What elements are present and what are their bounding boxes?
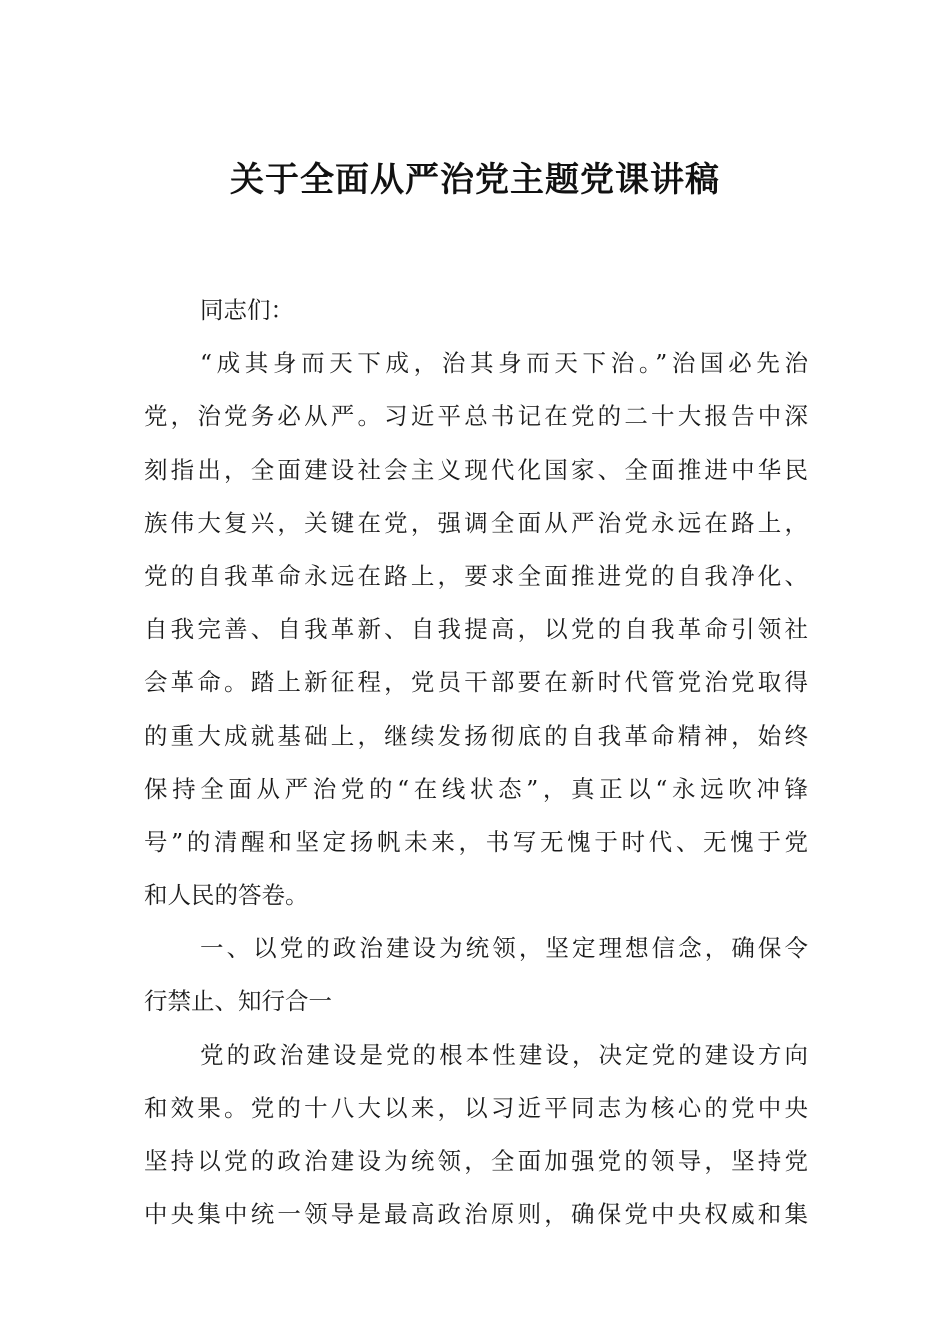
text-line: 号”的清醒和坚定扬帆未来，书写无愧于时代、无愧于党 xyxy=(144,827,808,856)
text-line: 和人民的答卷。 xyxy=(144,881,309,910)
text-line: 中央集中统一领导是最高政治原则，确保党中央权威和集 xyxy=(144,1200,808,1229)
text-line: 刻指出，全面建设社会主义现代化国家、全面推进中华民 xyxy=(144,455,808,484)
text-line: 党的自我革命永远在路上，要求全面推进党的自我净化、 xyxy=(144,561,808,590)
salutation: 同志们： xyxy=(200,296,294,324)
text-line: 党，治党务必从严。习近平总书记在党的二十大报告中深 xyxy=(144,402,808,431)
text-line: 保持全面从严治党的“在线状态”，真正以“永远吹冲锋 xyxy=(144,774,808,803)
text-line: 党的政治建设是党的根本性建设，决定党的建设方向 xyxy=(200,1040,808,1069)
document-body xyxy=(144,284,808,1241)
text-line: “成其身而天下成，治其身而天下治。”治国必先治 xyxy=(200,349,808,378)
section-heading-1 xyxy=(144,922,808,1028)
paragraph-political-construction xyxy=(144,1029,808,1242)
text-line: 自我完善、自我革新、自我提高，以党的自我革命引领社 xyxy=(144,615,808,644)
heading-line: 行禁止、知行合一 xyxy=(144,987,332,1016)
text-line: 会革命。踏上新征程，党员干部要在新时代管党治党取得 xyxy=(144,668,808,697)
paragraph-intro xyxy=(144,337,808,922)
text-line: 和效果。党的十八大以来，以习近平同志为核心的党中央 xyxy=(144,1093,808,1122)
text-line: 的重大成就基础上，继续发扬彻底的自我革命精神，始终 xyxy=(144,721,808,750)
heading-line: 一、以党的政治建设为统领，坚定理想信念，确保令 xyxy=(200,934,808,963)
text-line: 坚持以党的政治建设为统领，全面加强党的领导，坚持党 xyxy=(144,1147,808,1175)
text-line: 族伟大复兴，关键在党，强调全面从严治党永远在路上， xyxy=(144,508,808,537)
document-title: 关于全面从严治党主题党课讲稿 xyxy=(230,160,720,200)
